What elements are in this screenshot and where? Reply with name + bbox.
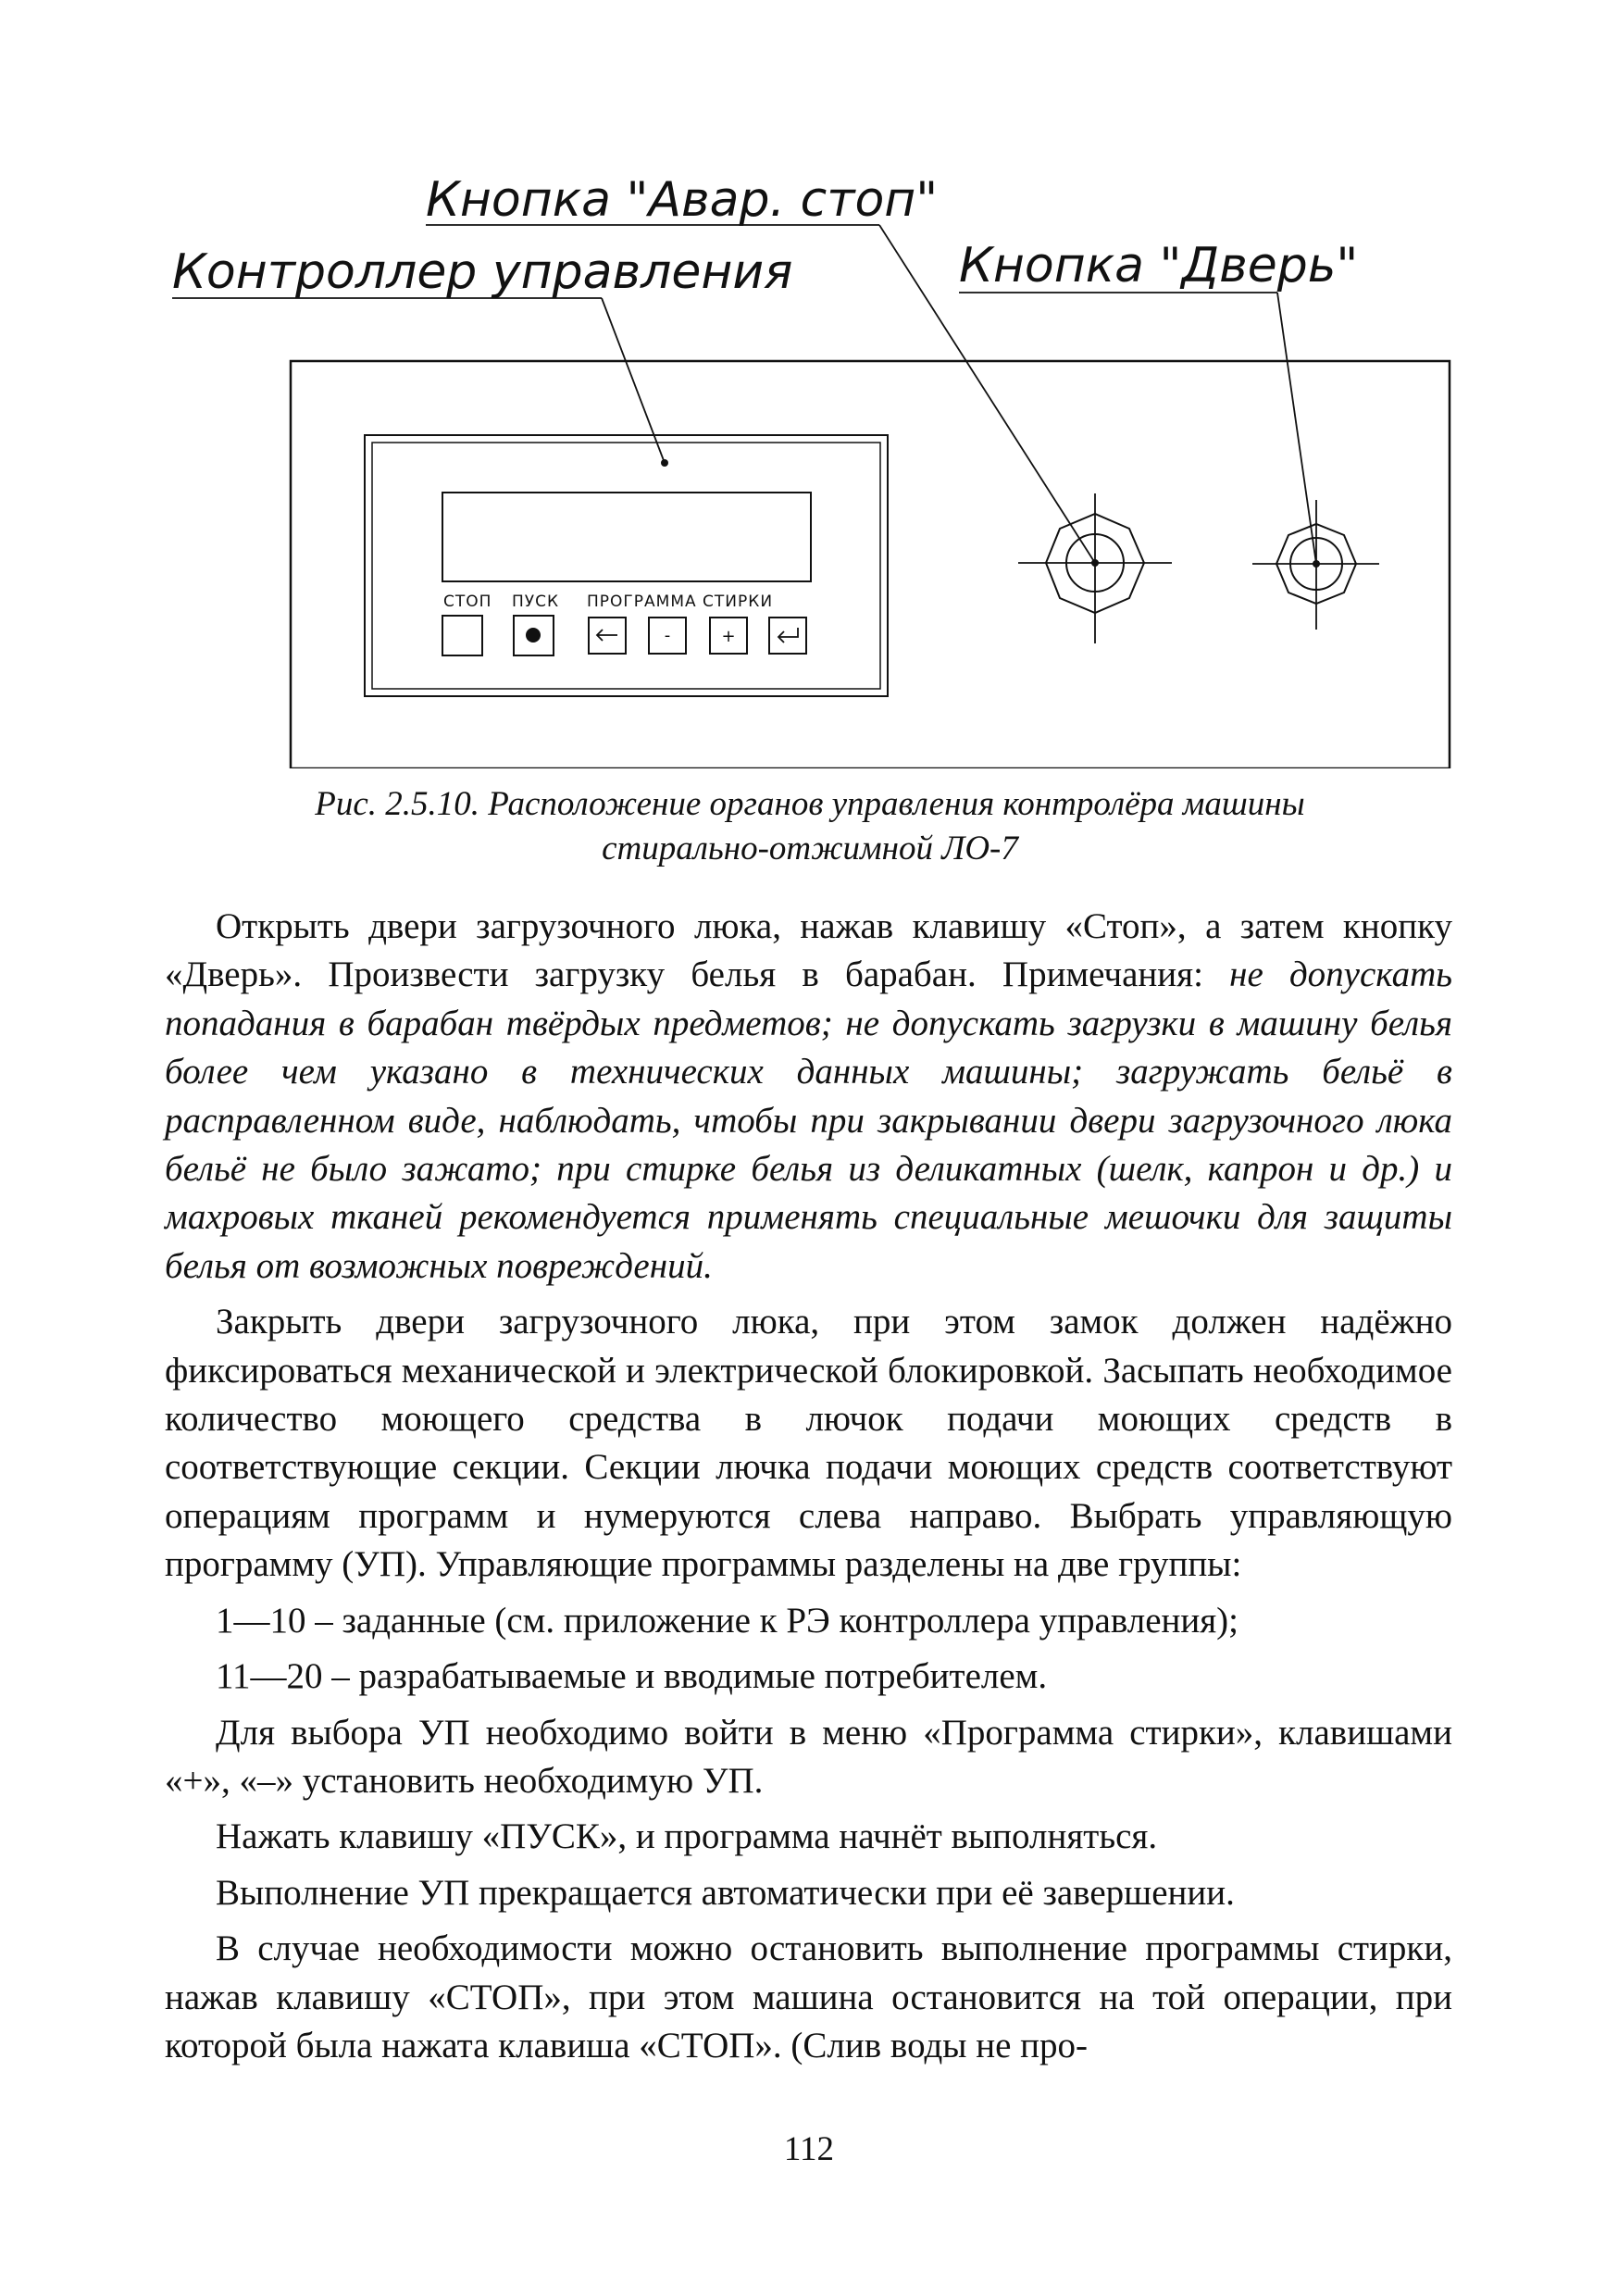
paragraph-7: Выполнение УП прекращается автоматически при её завершении. xyxy=(216,1872,1235,1913)
caption-line-1: Рис. 2.5.10. Расположение органов управления контролёра машины xyxy=(315,785,1305,823)
machine-panel xyxy=(291,361,1450,768)
leader-dot xyxy=(661,459,668,467)
stop-key[interactable] xyxy=(442,616,482,655)
control-panel-figure xyxy=(0,0,1618,768)
emergency-stop-button[interactable] xyxy=(1018,493,1172,643)
paragraph-6: Нажать клавишу «ПУСК», и программа начнёт выполняться. xyxy=(216,1816,1158,1857)
paragraph-2: Закрыть двери загрузочного люка, при этом замок должен надёжно фиксироваться механической и электрической блокировкой. Засыпать необходимое количество моющего средства в лючок подачи моющих средств в соответствующие секции. Секции лючка подачи моющих средств соответствуют операциям программ и нумеруются слева направо. Выбрать управляющую программу (УП). Управляющие программы разделены на две группы: xyxy=(165,1302,1452,1585)
paragraph-1-notes: не допускать попадания в барабан твёрдых предметов; не допускать загрузки в машину белья более чем указано в технических данных машины; загружать бельё в расправленном виде, наблюдать, чтобы при закрывании двери загрузочного люка бельё не было зажато; при стирке белья из деликатных (шелк, капрон и др.) и махровых тканей рекомендуется применять специальные мешочки для защиты белья от возможных повреждений. xyxy=(165,955,1452,1286)
left-arrow-icon xyxy=(597,630,617,641)
enter-key[interactable] xyxy=(769,618,806,654)
paragraph-1-text: Открыть двери загрузочного люка, нажав клавишу «Стоп», а затем кнопку «Дверь». Произвести загрузку белья в барабан. Примечания: xyxy=(165,906,1452,995)
emergency-stop-label: Кнопка "Авар. стоп" xyxy=(426,172,939,228)
paragraph-5: Для выбора УП необходимо войти в меню «Программа стирки», клавишами «+», «–» установить необходимую УП. xyxy=(165,1712,1452,1801)
start-key-dot xyxy=(526,628,541,643)
figure-caption xyxy=(167,782,1453,871)
caption-line-2: стирально-отжимной ЛО-7 xyxy=(602,830,1018,867)
stop-key-label: СТОП xyxy=(443,593,492,611)
minus-key-symbol: - xyxy=(664,626,671,645)
controller-display xyxy=(442,493,811,581)
paragraph-3: 1—10 – заданные (см. приложение к РЭ контроллера управления); xyxy=(216,1600,1239,1641)
body-text xyxy=(165,903,1452,2070)
door-center-dot xyxy=(1313,560,1320,568)
emergency-stop-center-dot xyxy=(1091,559,1099,567)
page-number: 112 xyxy=(783,2130,835,2168)
door-label: Кнопка "Дверь" xyxy=(959,238,1359,293)
start-key-label: ПУСК xyxy=(512,593,560,611)
plus-key-symbol: + xyxy=(721,627,736,646)
program-keys-label: ПРОГРАММА СТИРКИ xyxy=(587,593,774,611)
enter-arrow-icon xyxy=(778,628,798,643)
paragraph-4: 11—20 – разрабатываемые и вводимые потребителем. xyxy=(216,1656,1048,1697)
paragraph-1 xyxy=(165,903,1452,1291)
controller-label: Контроллер управления xyxy=(172,244,793,300)
paragraph-8: В случае необходимости можно остановить выполнение программы стирки, нажав клавишу «СТОП», при этом машина остановится на той операции, при которой была нажата клавиша «СТОП». (Слив воды не про- xyxy=(165,1928,1452,2065)
